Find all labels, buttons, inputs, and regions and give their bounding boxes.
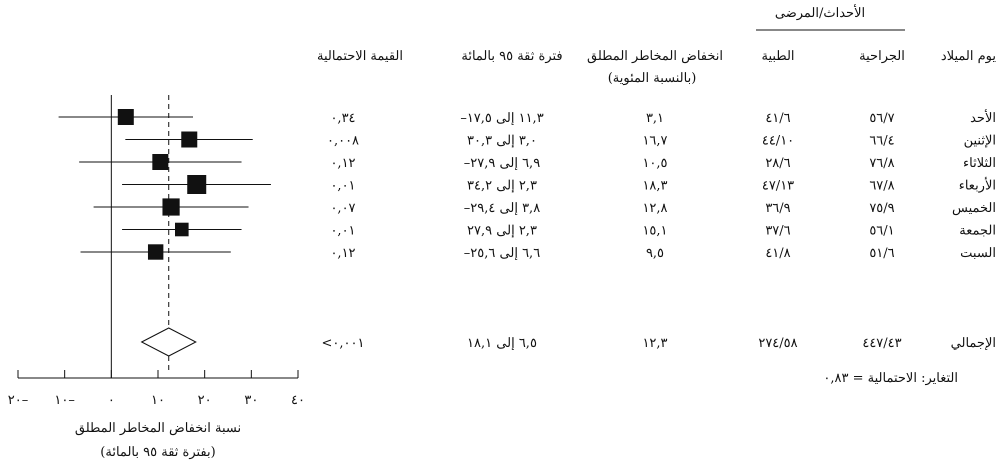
row-2-p: ٠,١٢ xyxy=(330,156,356,171)
heterogeneity-note: التغاير: الاحتمالية = ٠,٨٣ xyxy=(823,371,958,386)
row-4-p: ٠,٠٧ xyxy=(330,201,356,216)
row-6-p: ٠,١٢ xyxy=(330,246,356,261)
row-3-p: ٠,٠١ xyxy=(330,178,356,194)
row-3-arr: ١٨,٣ xyxy=(642,178,668,194)
row-6-arr: ٩,٥ xyxy=(645,246,665,261)
row-3-medical: ٤٧/١٣ xyxy=(761,178,795,194)
row-1-day: الإثنين xyxy=(963,133,996,149)
estimate-marker-6 xyxy=(148,244,163,259)
row-4-ci: –٣,٨ إلى ٢٩,٤ xyxy=(463,201,541,216)
row-1-p: ٠,٠٠٨ xyxy=(326,133,360,149)
row-5-medical: ٣٧/٦ xyxy=(765,223,791,239)
row-0-surgical: ٥٦/٧ xyxy=(869,111,895,126)
row-2-day: الثلاثاء xyxy=(963,156,996,171)
x-tick-label-1: ١٠– xyxy=(54,393,75,408)
estimate-marker-1 xyxy=(181,132,197,148)
col-header-p: القيمة الاحتمالية xyxy=(316,49,404,64)
total-row-arr: ١٢,٣ xyxy=(642,336,668,351)
col-header-arr-unit: (بالنسبة المئوية) xyxy=(607,71,697,86)
pooled-diamond xyxy=(142,328,196,356)
row-6-medical: ٤١/٨ xyxy=(765,246,791,261)
row-0-day: الأحد xyxy=(970,111,996,126)
row-2-medical: ٢٨/٦ xyxy=(765,156,791,171)
row-2-surgical: ٧٦/٨ xyxy=(869,156,895,171)
row-6-surgical: ٥١/٦ xyxy=(869,246,895,261)
total-row-medical: ٢٧٤/٥٨ xyxy=(758,336,798,351)
x-tick-label-0: ٢٠– xyxy=(7,393,29,408)
row-1-ci: ٣,٠ إلى ٣٠,٣ xyxy=(467,133,537,149)
x-tick-label-2: ٠ xyxy=(107,393,115,408)
total-row-ci: ٦,٥ إلى ١٨,١ xyxy=(467,336,537,351)
col-header-surgical: الجراحية xyxy=(859,49,905,64)
row-5-day: الجمعة xyxy=(959,223,996,239)
row-4-medical: ٣٦/٩ xyxy=(765,201,791,216)
x-axis-label-ci: (بفترة ثقة ٩٥ بالمائة) xyxy=(100,445,216,460)
total-row-surgical: ٤٤٧/٤٣ xyxy=(862,336,902,351)
row-3-day: الأربعاء xyxy=(958,178,996,194)
col-header-arr: انخفاض المخاطر المطلق xyxy=(587,49,723,64)
row-5-arr: ١٥,١ xyxy=(642,223,668,239)
estimate-marker-3 xyxy=(187,175,206,194)
group-title: الأحداث/المرضى xyxy=(774,6,866,21)
row-0-ci: –١١,٣ إلى ١٧,٥ xyxy=(460,111,544,126)
row-6-ci: –٦,٦ إلى ٢٥,٦ xyxy=(463,246,541,261)
row-0-medical: ٤١/٦ xyxy=(765,111,791,126)
row-4-surgical: ٧٥/٩ xyxy=(869,201,895,216)
table-body xyxy=(322,109,996,351)
row-4-arr: ١٢,٨ xyxy=(642,201,668,216)
row-5-p: ٠,٠١ xyxy=(330,223,356,239)
row-3-ci: ٢,٣ إلى ٣٤,٢ xyxy=(467,178,537,194)
row-2-ci: –٦,٩ إلى ٢٧,٩ xyxy=(463,156,541,171)
row-4-day: الخميس xyxy=(952,201,996,216)
estimate-marker-4 xyxy=(162,198,179,215)
x-axis-label: نسبة انخفاض المخاطر المطلق xyxy=(74,421,242,436)
row-2-arr: ١٠,٥ xyxy=(642,156,668,171)
row-1-arr: ١٦,٧ xyxy=(642,133,668,149)
estimate-marker-5 xyxy=(175,223,189,237)
col-header-day: يوم الميلاد xyxy=(940,49,996,64)
row-1-surgical: ٦٦/٤ xyxy=(869,133,895,149)
row-1-medical: ٤٤/١٠ xyxy=(761,133,795,149)
x-tick-label-3: ١٠ xyxy=(151,393,165,408)
x-tick-label-4: ٢٠ xyxy=(197,393,212,408)
estimate-marker-0 xyxy=(118,109,134,125)
estimate-marker-2 xyxy=(152,154,168,170)
row-0-p: ٠,٣٤ xyxy=(330,111,356,126)
x-tick-label-5: ٣٠ xyxy=(244,393,259,408)
forest-panel xyxy=(8,95,305,408)
col-header-medical: الطبية xyxy=(761,49,795,64)
row-3-surgical: ٦٧/٨ xyxy=(869,178,895,194)
total-row-day: الإجمالي xyxy=(950,336,996,351)
row-6-day: السبت xyxy=(960,246,996,261)
col-header-ci: فترة ثقة ٩٥ بالمائة xyxy=(461,49,563,64)
row-5-ci: ٢,٣ إلى ٢٧,٩ xyxy=(467,223,537,239)
row-0-arr: ٣,١ xyxy=(645,111,665,126)
x-tick-label-6: ٤٠ xyxy=(291,393,305,408)
total-row-p: <٠,٠٠١ xyxy=(321,336,365,351)
row-5-surgical: ٥٦/١ xyxy=(869,223,895,239)
